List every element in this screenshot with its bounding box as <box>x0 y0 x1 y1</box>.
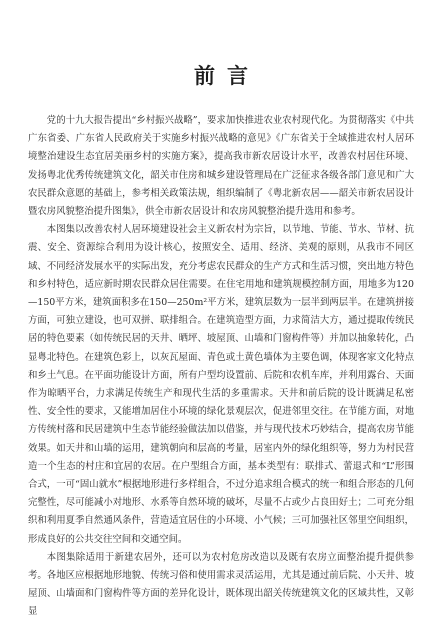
paragraph-applicability: 本图集除适用于新建农居外，还可以为农村危房改造以及既有农房立面整治提升提供参考。各地区应根据地形地貌、传统习俗和使用需求灵活运用，尤其是通过前后院、小天井、坡屋顶、山墙面和门窗构件等方面的差异化设计，既体现出韶关传统建筑文化的区域共性，又彰显 <box>28 551 414 618</box>
paragraph-design-principles: 本图集以改善农村人居环境建设社会主义新农村为宗旨，以节地、节能、节水、节材、抗震、安全、资源综合利用为设计核心，按照安全、适用、经济、美观的原则，从我市不同区域、不同经济发展水平的实际出发，充分考虑农民群众的生产方式和生活习惯，突出地方特色和乡村特色，适应新时期农民群众居住需要。在住宅用地和建筑规模控制方面，用地多为120—150平方米，建筑面积多在150—250m²平方米，建筑层数为一层半到两层半。在建筑拼接方面，可独立建设，也可双拼、联排组合。在建筑造型方面，力求简洁大方，通过提取传统民居的特色要素（如传统民居的天井、晒坪、坡屋顶、山墙和门窗构件等）并加以抽象转化，凸显粤北特色。在建筑色彩上，以灰瓦屋面、青色或土黄色墙体为主要色调，体现客家文化特点和乡土气息。在平面功能设计方面，所有户型均设置前、后院和农机车库，并利用露台、天面作为晾晒平台，力求满足传统生产和现代生活的多重需求。天井和前后院的设计既满足私密性、安全性的要求，又能增加居住小环境的绿化景观层次，促进邻里交往。在节能方面，对地方传统村落和民居建筑中生态节能经验做法加以借鉴，并与现代技术巧妙结合，提高农房节能效果。如天井和山墙的运用，建筑朝向和层高的考量，居室内外的绿化组织等，努力为村民营造一个生态的村庄和宜居的农居。在户型组合方面，基本类型有：联排式、蕾退式和“L”形围合式，一可“固山就水”根据地形进行多样组合，不过分追求组合模式的统一和组合形态的几何完整性，尽可能减小对地形、水系等自然环境的破坏，尽量不占或少占良田好土；二可充分组织和利用夏季自然通风条件，营造适宜居住的小环境、小气候；三可加强社区邻里空间组织，形成良好的公共交往空间和交通空间。 <box>28 224 414 545</box>
paragraph-intro: 党的十九大报告提出“乡村振兴战略”，要求加快推进农业农村现代化。为贯彻落实《中共广东省委、广东省人民政府关于实施乡村振兴战略的意见》《广东省关于全域推进农村人居环境整治建设生态宜居美丽乡村的实施方案》，提高我市新农居设计水平，改善农村居住环境、发扬粤北优秀传统建筑文化，韶关市住房和城乡建设管理局在广泛征求各级各部门意见和广大农民群众意愿的基础上，参考相关政策法规，组织编制了《粤北新农居——韶关市新农居设计暨农房风貌整治提升图集》，供全市新农居设计和农房风貌整治提升选用和参考。 <box>28 115 414 218</box>
page-title: 前言 <box>194 63 260 88</box>
